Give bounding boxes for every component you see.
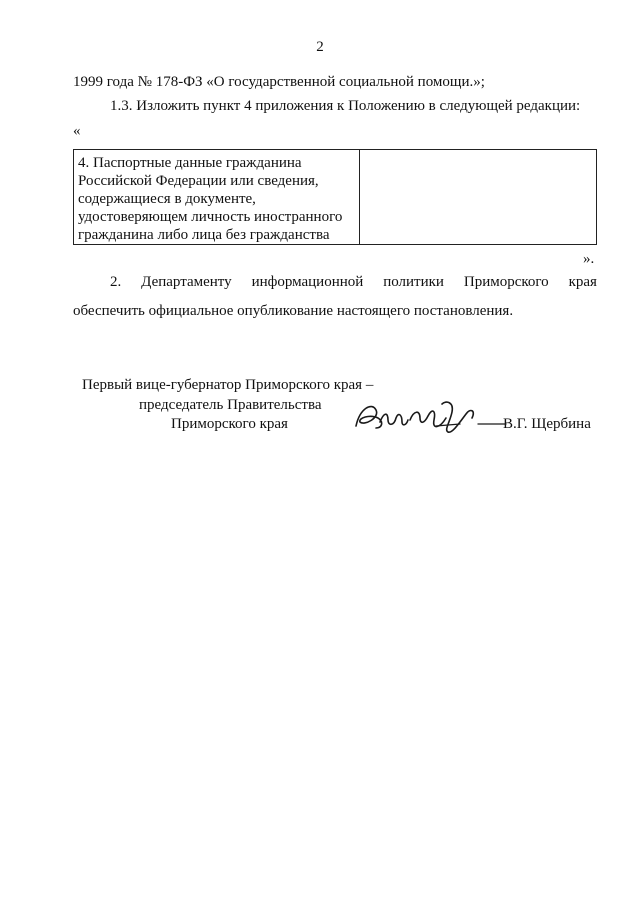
paragraph-line-2: 1.3. Изложить пункт 4 приложения к Положению в следующей редакции:	[110, 98, 581, 114]
signer-position-line-2: председатель Правительства	[139, 397, 322, 413]
item-2-word: Департаменту	[141, 274, 232, 290]
open-quote: «	[73, 123, 81, 139]
amendment-table	[73, 149, 597, 245]
signer-name: В.Г. Щербина	[503, 416, 591, 432]
table-cell-right	[360, 150, 596, 244]
signer-position-line-1: Первый вице-губернатор Приморского края –	[82, 377, 374, 393]
table-cell-line: гражданина либо лица без гражданства	[78, 227, 330, 243]
item-2-word: Приморского	[463, 274, 549, 290]
page-number: 2	[316, 39, 324, 55]
item-2-word: информационной	[251, 274, 364, 290]
item-2-line-2: обеспечить официальное опубликование настоящего постановления.	[73, 303, 514, 319]
item-2-word: края	[568, 274, 597, 290]
table-cell-left	[74, 150, 360, 244]
item-2-word: политики	[383, 274, 444, 290]
table-cell-line: удостоверяющем личность иностранного	[78, 209, 343, 225]
paragraph-line-1: 1999 года № 178-ФЗ «О государственной социальной помощи.»;	[73, 74, 485, 90]
table-cell-line: 4. Паспортные данные гражданина	[78, 155, 302, 171]
item-2-word: 2.	[110, 274, 122, 290]
handwritten-signature	[350, 396, 510, 438]
table-cell-line: Российской Федерации или сведения,	[78, 173, 319, 189]
item-2-line-1	[73, 273, 597, 291]
signer-position-line-3: Приморского края	[171, 416, 288, 432]
close-quote: ».	[583, 251, 595, 267]
table-cell-line: содержащиеся в документе,	[78, 191, 256, 207]
